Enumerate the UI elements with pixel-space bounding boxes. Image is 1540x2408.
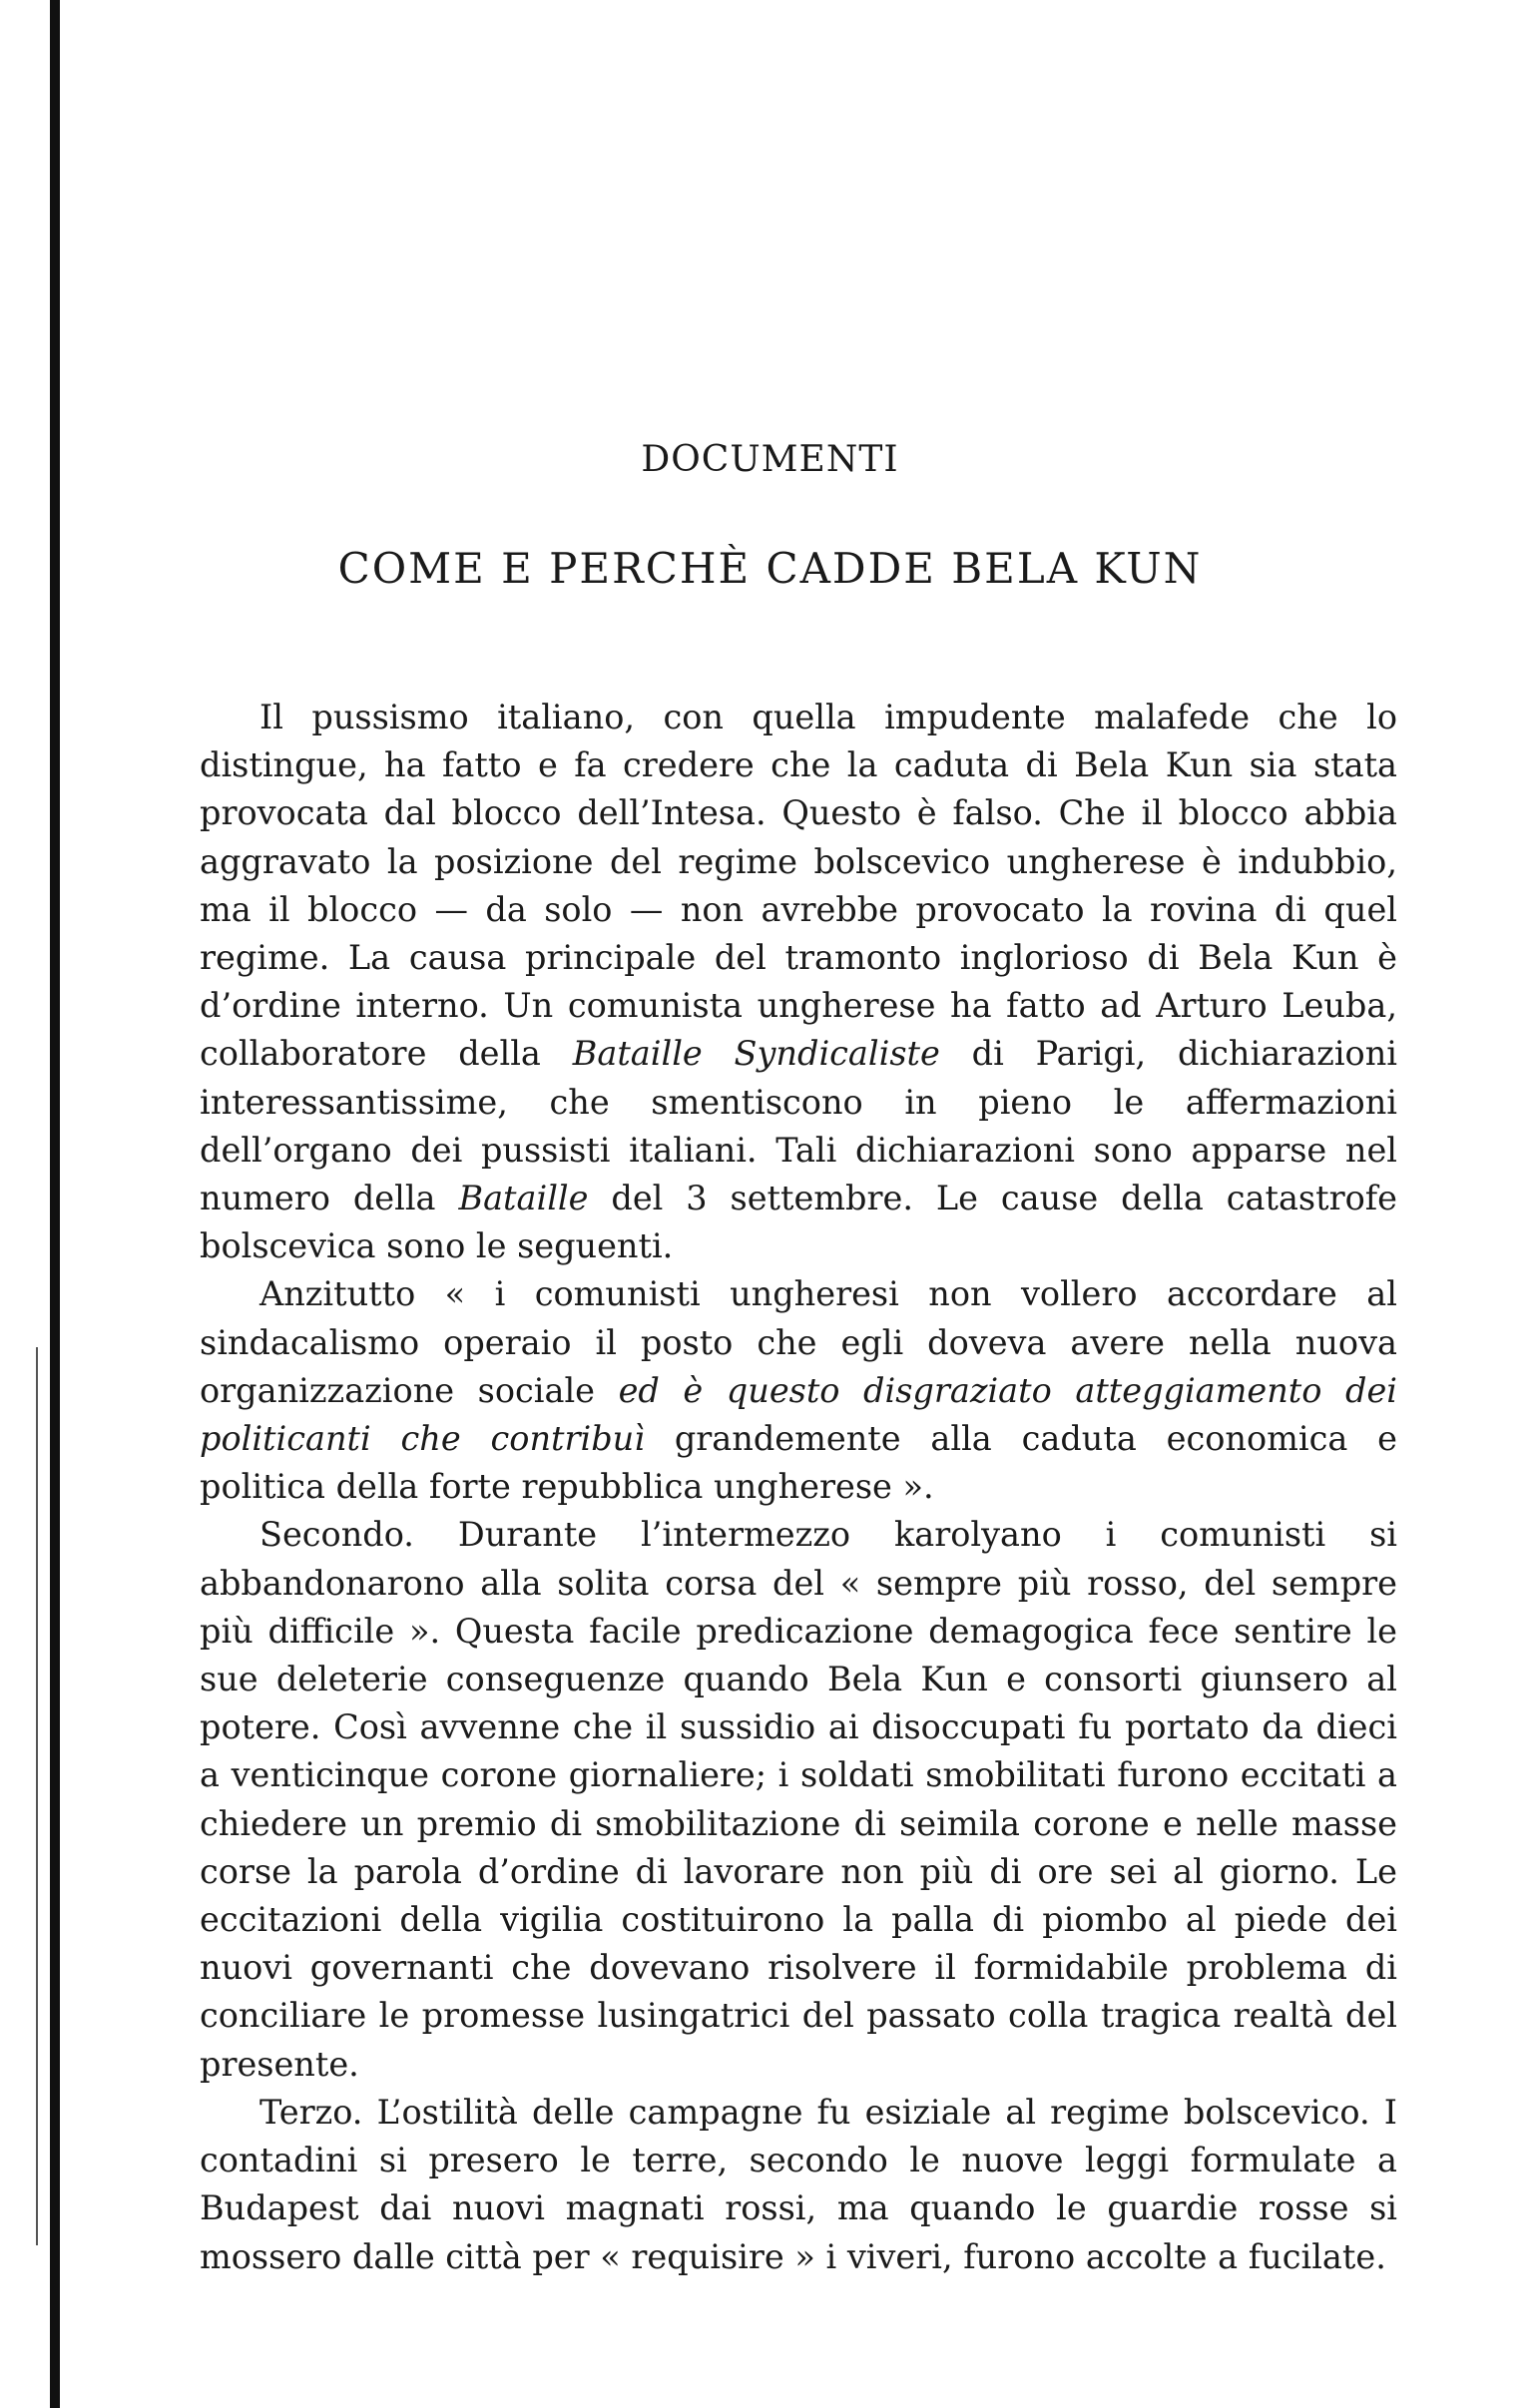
paragraph-1-italic-a: Bataille Syndicaliste <box>572 1034 940 1074</box>
page-scan-artifact <box>36 1347 38 2245</box>
paragraph-2-italic: ed è questo disgraziato atteggiamento dei politicanti che contribuì <box>200 1370 1397 1459</box>
paragraph-2-text-b: grandemente alla caduta economica e politica della forte repubblica ungherese ». <box>200 1419 1397 1507</box>
paragraph-2-text-a: Anzitutto « i comunisti ungheresi non vollero accordare al sindacalismo operaio il posto che egli doveva avere nella nuova organizzazione sociale <box>200 1274 1397 1410</box>
paragraph-2 <box>200 1270 1397 1511</box>
paragraph-4: Terzo. L’ostilità delle campagne fu esiziale al regime bolscevico. I contadini si presero le terre, secondo le nuove leggi formulate a Budapest dai nuovi magnati rossi, ma quando le guardie rosse si mossero dalle città per « requisire » i viveri, furono accolte a fucilate. <box>200 2092 1397 2276</box>
paragraph-1-text-a: Il pussismo italiano, con quella impudente malafede che lo distingue, ha fatto e fa credere che la caduta di Bela Kun sia stata provocata dal blocco dell’Intesa. Questo è falso. Che il blocco abbia aggravato la posizione del regime bolscevico ungherese è indubbio, ma il blocco — da solo — non avrebbe provocato la rovina di quel regime. La causa principale del tramonto inglorioso di Bela Kun è d’ordine interno. Un comunista ungherese ha fatto ad Arturo Leuba, collaboratore della <box>200 698 1397 1074</box>
section-header: DOCUMENTI <box>641 439 899 480</box>
article-body <box>200 694 1397 2281</box>
page-title: COME E PERCHÈ CADDE BELA KUN <box>337 544 1203 593</box>
paragraph-1-italic-b: Bataille <box>458 1179 589 1218</box>
paragraph-1-text-c: del 3 settembre. Le cause della catastrofe bolscevica sono le seguenti. <box>200 1179 1397 1266</box>
paragraph-1-text-b: di Parigi, dichiarazioni interessantissime, che smentiscono in pieno le affermazioni dell’organo dei pussisti italiani. Tali dichiarazioni sono apparse nel numero della <box>200 1034 1397 1218</box>
page-binding-edge <box>50 0 60 2408</box>
paragraph-1 <box>200 694 1397 1270</box>
paragraph-3: Secondo. Durante l’intermezzo karolyano i comunisti si abbandonarono alla solita corsa del « sempre più rosso, del sempre più difficile ». Questa facile predicazione demagogica fece sentire le sue deleterie conseguenze quando Bela Kun e consorti giunsero al potere. Così avvenne che il sussidio ai disoccupati fu portato da dieci a venticinque corone giornaliere; i soldati smobilitati furono eccitati a chiedere un premio di smobilitazione di seimila corone e nelle masse corse la parola d’ordine di lavorare non più di ore sei al giorno. Le eccitazioni della vigilia costituirono la palla di piombo al piede dei nuovi governanti che dovevano risolvere il formidabile problema di conciliare le promesse lusingatrici del passato colla tragica realtà del presente. <box>200 1515 1397 2084</box>
